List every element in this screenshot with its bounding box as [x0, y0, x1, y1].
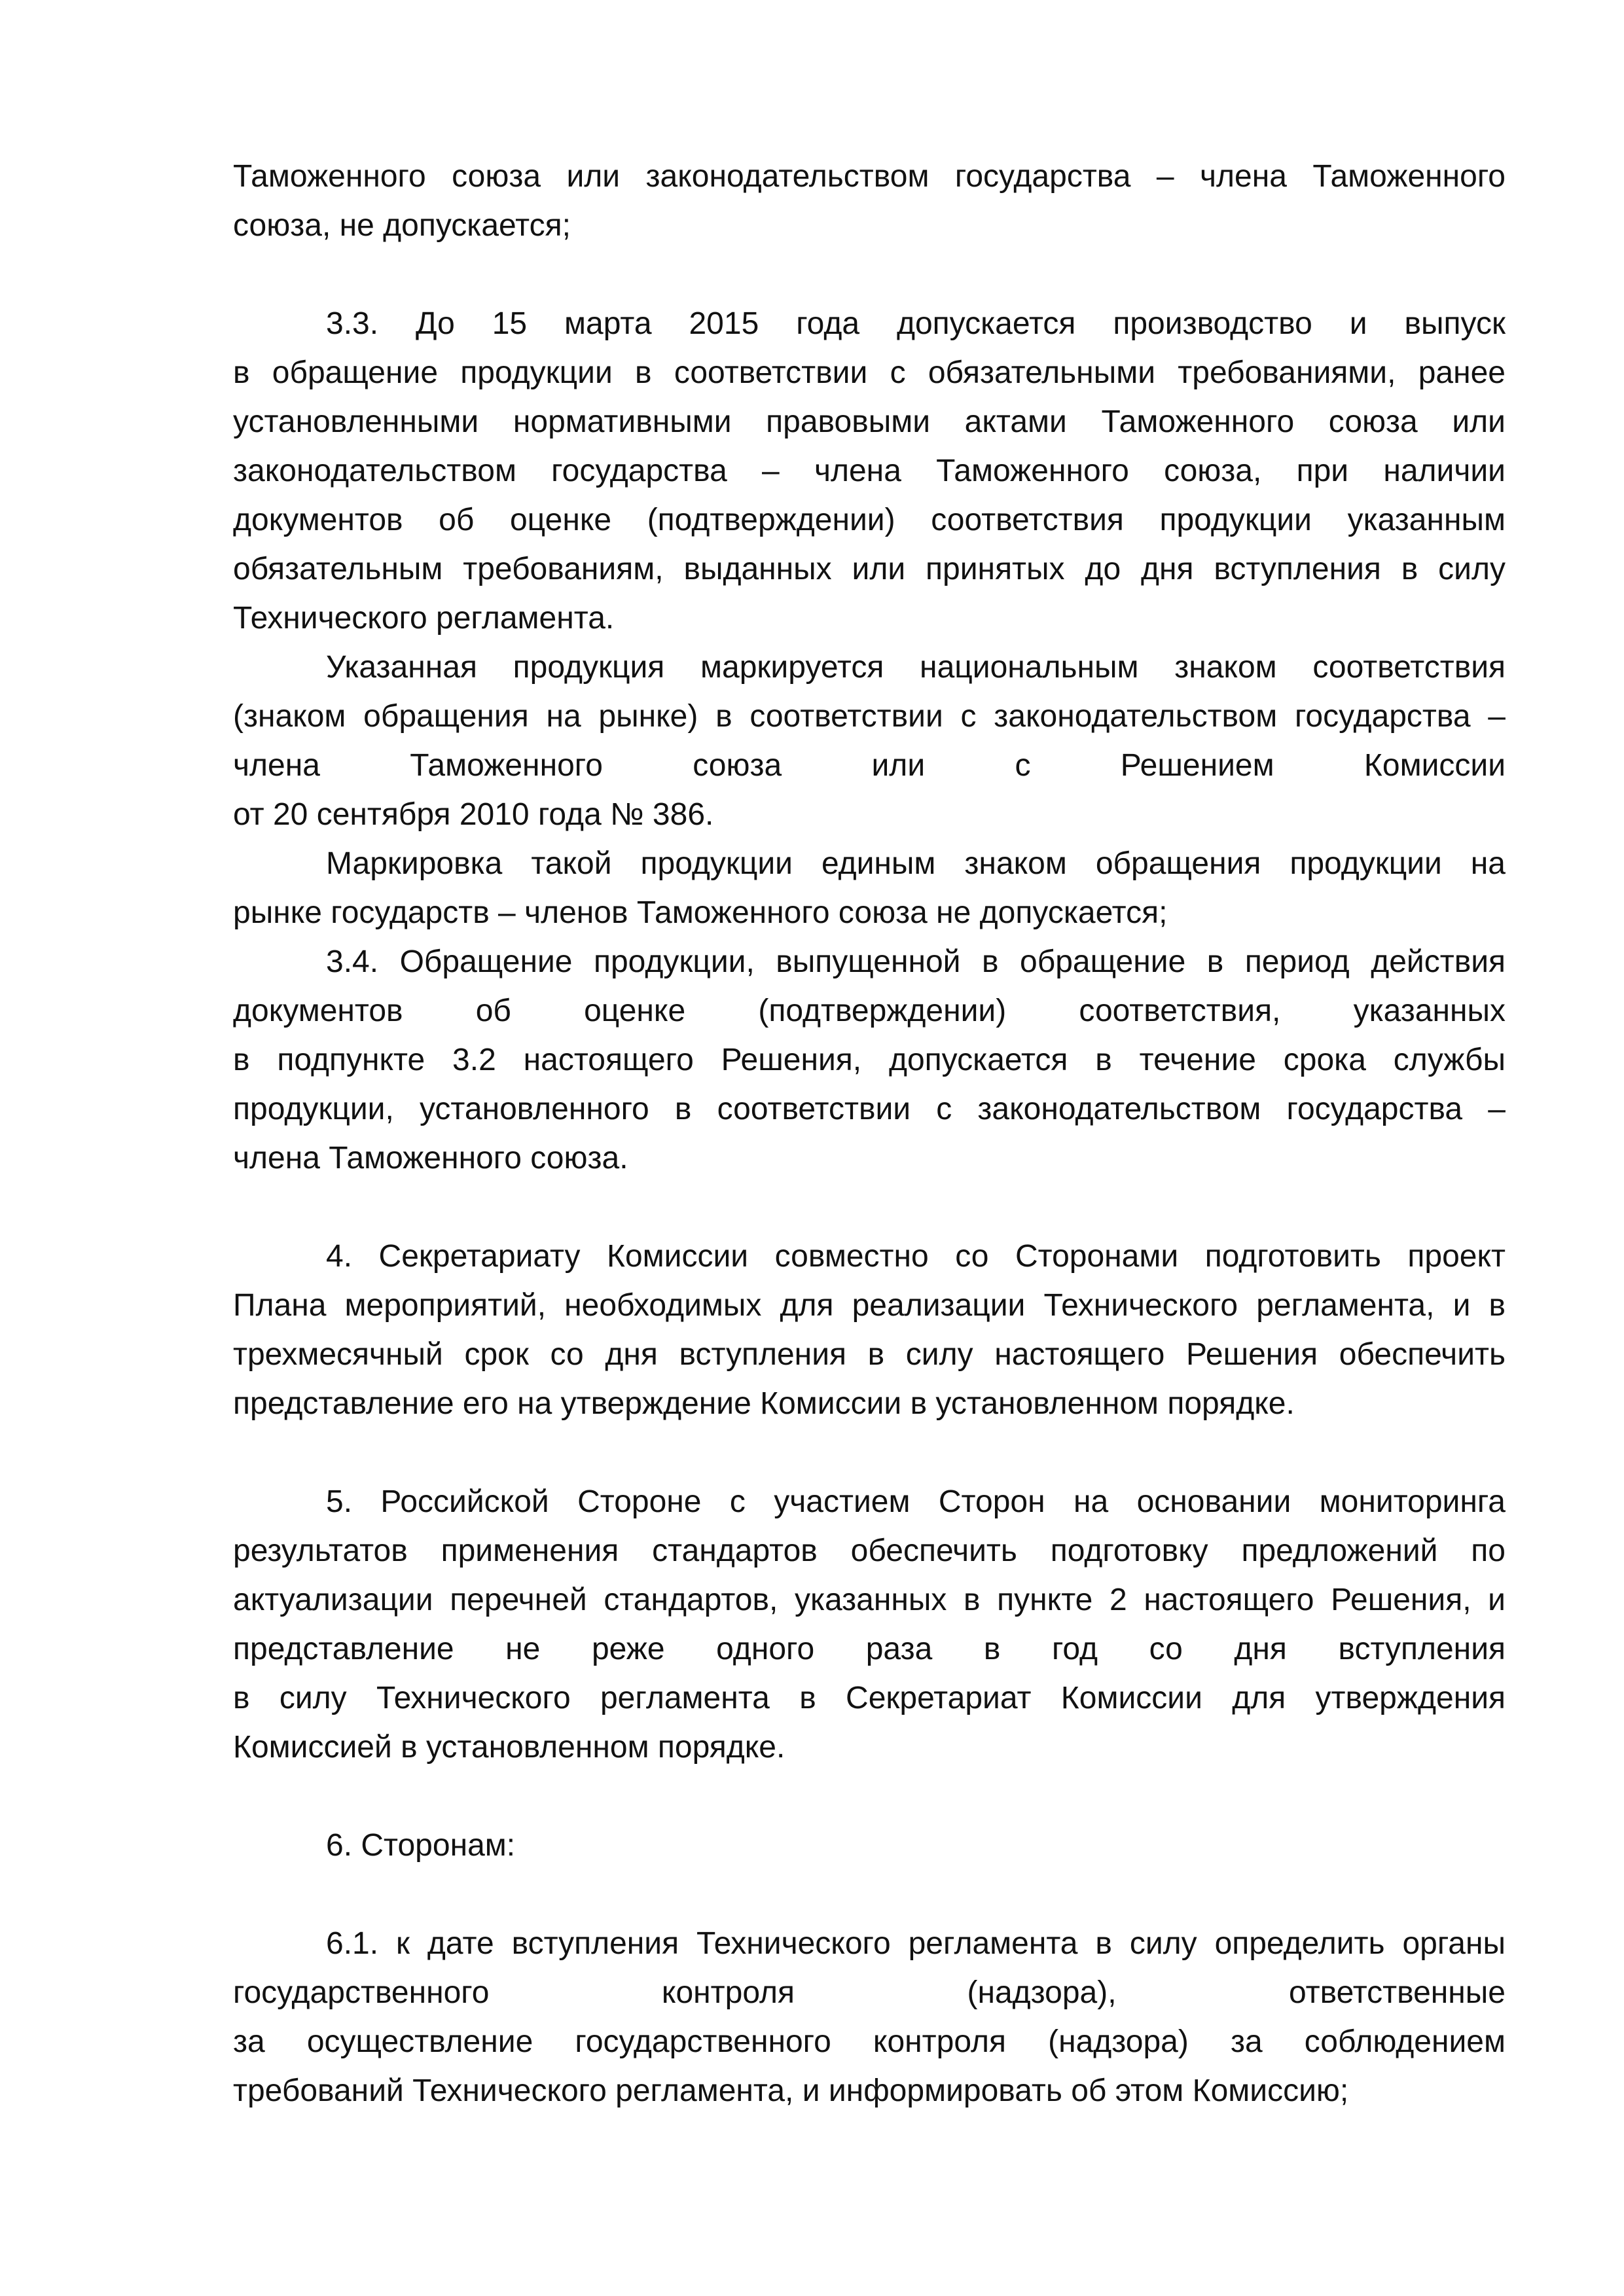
- text-line: члена Таможенного союза.: [233, 1141, 628, 1175]
- paragraph-continuation: [233, 152, 1506, 250]
- text-line: Маркировка такой продукции единым знаком обращения продукции на: [326, 846, 1506, 881]
- text-line: актуализации перечней стандартов, указанных в пункте 2 настоящего Решения, и: [233, 1583, 1506, 1617]
- paragraph-6-1: [233, 1919, 1506, 2115]
- text-line: представление не реже одного раза в год со дня вступления: [233, 1632, 1506, 1666]
- paragraph-6: [233, 1821, 1506, 1870]
- text-line: представление его на утверждение Комиссии в установленном порядке.: [233, 1386, 1295, 1421]
- paragraph-marking: [233, 839, 1506, 937]
- text-line: продукции, установленного в соответствии с законодательством государства –: [233, 1092, 1506, 1126]
- text-line: государственного контроля (надзора), ответственные: [233, 1975, 1506, 2010]
- text-line: 5. Российской Стороне с участием Сторон на основании мониторинга: [326, 1484, 1506, 1519]
- text-line: 4. Секретариату Комиссии совместно со Сторонами подготовить проект: [326, 1239, 1506, 1274]
- text-line: обязательным требованиям, выданных или принятых до дня вступления в силу: [233, 552, 1506, 586]
- text-line: в силу Технического регламента в Секретариат Комиссии для утверждения: [233, 1681, 1506, 1715]
- text-line: Технического регламента.: [233, 601, 615, 636]
- text-line: законодательством государства – члена Таможенного союза, при наличии: [233, 454, 1506, 488]
- text-line: 6. Сторонам:: [326, 1828, 516, 1863]
- document-page: [233, 152, 1506, 2115]
- paragraph-marked-product: [233, 643, 1506, 839]
- text-line: 3.3. До 15 марта 2015 года допускается производство и выпуск: [326, 306, 1506, 341]
- paragraph-3-4: [233, 937, 1506, 1183]
- paragraph-4: [233, 1232, 1506, 1428]
- text-line: 3.4. Обращение продукции, выпущенной в обращение в период действия: [326, 944, 1506, 979]
- text-line: члена Таможенного союза или с Решением Комиссии: [233, 748, 1506, 783]
- text-line: установленными нормативными правовыми актами Таможенного союза или: [233, 404, 1506, 439]
- text-line: трехмесячный срок со дня вступления в силу настоящего Решения обеспечить: [233, 1337, 1506, 1372]
- text-line: Плана мероприятий, необходимых для реализации Технического регламента, и в: [233, 1288, 1506, 1323]
- text-line: документов об оценке (подтверждении) соответствия продукции указанным: [233, 503, 1506, 537]
- text-line: требований Технического регламента, и информировать об этом Комиссию;: [233, 2073, 1349, 2108]
- text-line: Комиссией в установленном порядке.: [233, 1730, 785, 1765]
- text-line: в подпункте 3.2 настоящего Решения, допускается в течение срока службы: [233, 1043, 1506, 1077]
- text-line: Таможенного союза или законодательством государства – члена Таможенного: [233, 159, 1506, 194]
- text-line: союза, не допускается;: [233, 208, 571, 243]
- text-line: Указанная продукция маркируется национальным знаком соответствия: [326, 650, 1506, 685]
- text-line: от 20 сентября 2010 года № 386.: [233, 797, 714, 832]
- paragraph-3-3: [233, 299, 1506, 643]
- text-line: рынке государств – членов Таможенного союза не допускается;: [233, 895, 1168, 930]
- text-line: 6.1. к дате вступления Технического регламента в силу определить органы: [326, 1926, 1506, 1961]
- paragraph-5: [233, 1477, 1506, 1772]
- text-line: (знаком обращения на рынке) в соответствии с законодательством государства –: [233, 699, 1506, 734]
- text-line: за осуществление государственного контроля (надзора) за соблюдением: [233, 2024, 1506, 2059]
- text-line: результатов применения стандартов обеспечить подготовку предложений по: [233, 1534, 1506, 1568]
- text-line: в обращение продукции в соответствии с обязательными требованиями, ранее: [233, 355, 1506, 390]
- text-line: документов об оценке (подтверждении) соответствия, указанных: [233, 994, 1506, 1028]
